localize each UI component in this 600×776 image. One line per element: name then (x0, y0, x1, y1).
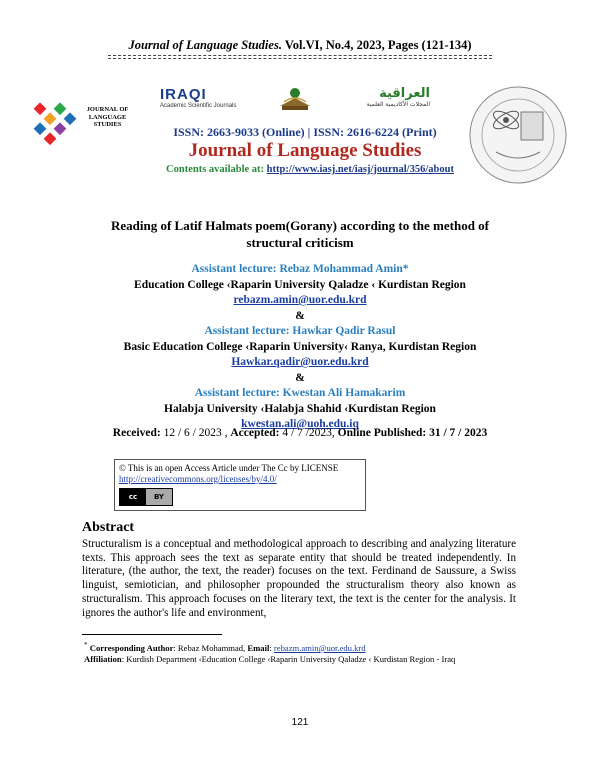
footnote-marker: * (84, 641, 88, 649)
author-1-email-link[interactable]: rebazm.amin@uor.edu.krd (233, 294, 367, 306)
affiliation-label: Affiliation (84, 653, 122, 664)
license-text: © This is an open Access Article under The Cc by LICENSE (119, 463, 339, 473)
license-box (114, 459, 366, 511)
journal-logo (30, 98, 130, 160)
running-head (0, 38, 600, 53)
footnote-email-link[interactable]: rebazm.amin@uor.edu.krd (273, 642, 366, 653)
author-separator: & (295, 371, 305, 384)
issn-line: ISSN: 2663-9033 (Online) | ISSN: 2616-6224 (Print) (173, 125, 437, 139)
university-seal-icon (466, 82, 570, 188)
header-divider (108, 55, 492, 56)
cc-icon: cc (120, 489, 146, 505)
received-date: 12 / 6 / 2023 , (163, 427, 228, 439)
accepted-label: Accepted: (230, 427, 280, 439)
email-label: Email (247, 642, 270, 653)
footnote-affiliation (84, 654, 504, 665)
author-1-name: Assistant lecture: Rebaz Mohammad Amin* (191, 263, 409, 275)
cc-by-badge[interactable] (119, 488, 173, 506)
author-separator: & (295, 309, 305, 322)
journal-url-link[interactable]: http://www.iasj.net/iasj/journal/356/about (266, 164, 454, 175)
footnote (84, 640, 504, 665)
journal-title: Journal of Language Studies (188, 140, 422, 161)
abstract-body: Structuralism is a conceptual and methodological approach to describing and analyzing literature texts. This approach sees the text as separate entity that should be treated independently. In literature, (the author, the text, the reader) focuses on the text. Ferdinand de Saussure, a Swiss linguist, semiotician, and philosopher propounded the structuralism theory also known as structuralism. This approach focuses on the literary text, the text is the center for the analysis. It ignores the author's life and environment, (82, 538, 516, 619)
journal-logo-text: JOURNAL OF LANGUAGE STUDIES (86, 106, 129, 128)
accepted-date: 4 / 7 /2023, (282, 427, 335, 439)
published-date: 31 / 7 / 2023 (429, 427, 488, 439)
author-3-email-link[interactable]: kwestan.ali@uoh.edu.iq (241, 418, 359, 430)
author-block (60, 262, 540, 433)
affiliation-text: : Kurdish Department ‹Education College ‹Raparin University Qaladze ‹ Kurdistan Region - Iraq (121, 653, 456, 664)
author-3-name: Assistant lecture: Kwestan Ali Hamakarim (194, 387, 406, 399)
author-2-name: Assistant lecture: Hawkar Qadir Rasul (204, 325, 396, 337)
iraqi-logo-word: IRAQI (160, 86, 207, 103)
page-number: 121 (291, 717, 309, 728)
author-1-affiliation: Education College ‹Raparin University Qaladze ‹ Kurdistan Region (134, 278, 466, 291)
corresponding-label: Corresponding Author (89, 642, 174, 653)
publication-dates (60, 427, 540, 439)
iraqi-logo (160, 86, 250, 114)
running-head-journal: Journal of Language Studies. (128, 38, 282, 52)
received-label: Received: (112, 427, 161, 439)
author-3-affiliation: Halabja University ‹Halabja Shahid ‹Kurdistan Region (164, 402, 436, 415)
author-2-email-link[interactable]: Hawkar.qadir@uor.edu.krd (231, 356, 369, 368)
license-url-link[interactable]: http://creativecommons.org/licenses/by/4.0/ (119, 474, 277, 484)
arabic-logo (360, 86, 430, 116)
contents-line (160, 164, 460, 175)
footnote-rule (82, 634, 222, 635)
header-divider-2 (108, 58, 492, 59)
iraqi-logo-subtitle: Academic Scientific Journals (160, 103, 237, 109)
author-2-affiliation: Basic Education College ‹Raparin University‹ Ranya, Kurdistan Region (123, 340, 477, 353)
abstract-heading: Abstract (82, 520, 135, 535)
by-icon: BY (146, 489, 172, 505)
paper-title: Reading of Latif Halmats poem(Gorany) according to the method of structural criticism (110, 218, 490, 250)
arabic-logo-title: العراقية (379, 86, 430, 101)
footnote-corresponding: * Corresponding Author: Rebaz Mohammad, Email: rebazm.amin@uor.edu.krd (84, 641, 366, 653)
contents-label: Contents available at: (166, 164, 265, 175)
arabic-logo-subtitle: المجلات الأكاديمية العلمية (366, 101, 430, 108)
corresponding-name: : Rebaz Mohammad, (173, 642, 246, 653)
emblem-icon (270, 84, 320, 114)
running-head-volume: Vol.VI, No.4, 2023, Pages (121-134) (284, 38, 472, 52)
published-label: Online Published: (337, 427, 427, 439)
